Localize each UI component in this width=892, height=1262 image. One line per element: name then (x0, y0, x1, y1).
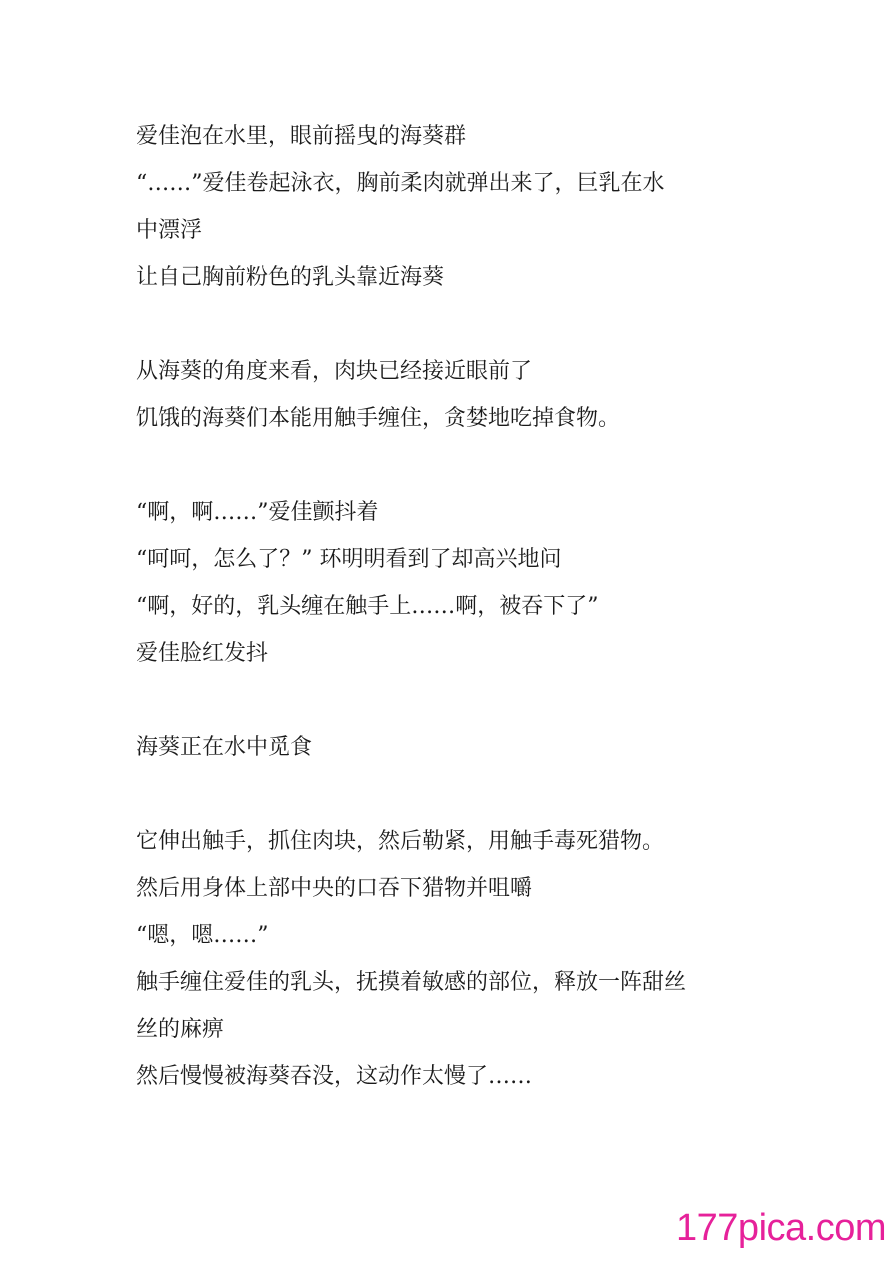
text-line: 然后慢慢被海葵吞没，这动作太慢了…… (136, 1064, 533, 1089)
text-line: 丝的麻痹 (136, 1017, 225, 1042)
text-line: 让自己胸前粉色的乳头靠近海葵 (136, 265, 445, 290)
text-line: 触手缠住爱佳的乳头，抚摸着敏感的部位，释放一阵甜丝 (136, 970, 687, 995)
blank-line (136, 301, 746, 348)
story-text (136, 113, 746, 1100)
text-line: 爱佳泡在水里，眼前摇曳的海葵群 (136, 124, 467, 149)
blank-line (136, 442, 746, 489)
text-line: 中漂浮 (136, 218, 203, 243)
text-line: 从海葵的角度来看，肉块已经接近眼前了 (136, 359, 533, 384)
text-line: “啊，啊……”爱佳颤抖着 (136, 500, 379, 525)
text-line: 然后用身体上部中央的口吞下猎物并咀嚼 (136, 876, 533, 901)
text-line: “嗯，嗯……” (136, 923, 269, 948)
site-watermark: 177pica.com (676, 1207, 886, 1249)
text-line: “啊，好的，乳头缠在触手上……啊，被吞下了” (136, 594, 599, 619)
text-line: 海葵正在水中觅食 (136, 735, 313, 760)
text-line: 爱佳脸红发抖 (136, 641, 269, 666)
text-line: 它伸出触手，抓住肉块，然后勒紧，用触手毒死猎物。 (136, 829, 665, 854)
text-line: 饥饿的海葵们本能用触手缠住，贪婪地吃掉食物。 (136, 406, 621, 431)
text-line: “呵呵，怎么了？” 环明明看到了却高兴地问 (136, 547, 562, 572)
text-line: “……”爱佳卷起泳衣，胸前柔肉就弹出来了，巨乳在水 (136, 171, 665, 196)
blank-line (136, 771, 746, 818)
blank-line (136, 677, 746, 724)
